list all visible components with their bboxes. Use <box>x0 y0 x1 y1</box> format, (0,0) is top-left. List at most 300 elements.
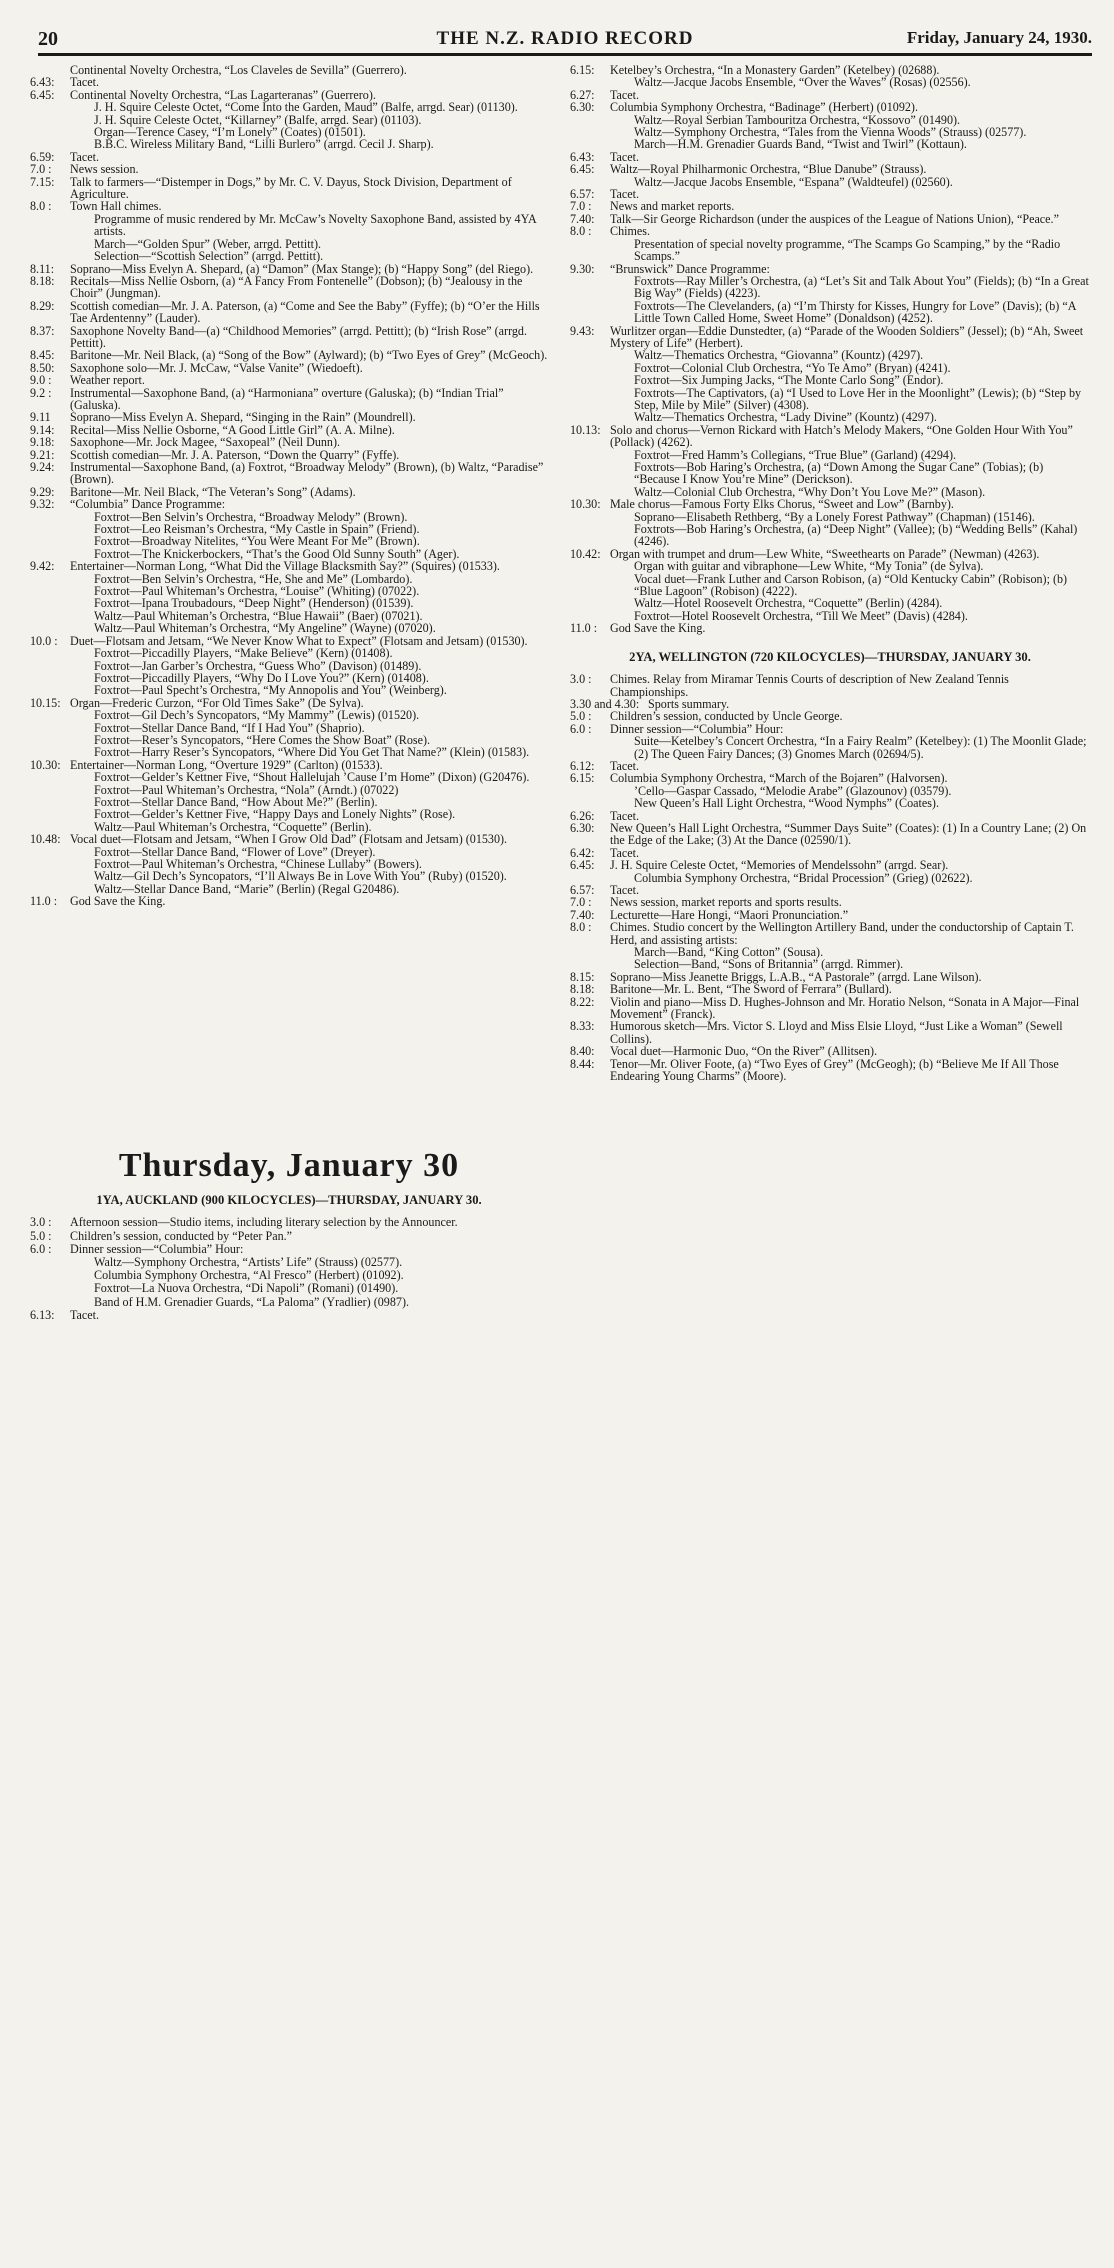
programme-line: Waltz—Jacque Jacobs Ensemble, “Espana” (Waldteufel) (02560). <box>634 174 953 189</box>
programme-entry <box>30 349 548 361</box>
programme-line: Duet—Flotsam and Jetsam, “We Never Know What to Expect” (Flotsam and Jetsam) (01530). <box>70 633 528 648</box>
programme-text <box>610 673 1090 698</box>
programme-text <box>610 622 1090 634</box>
programme-entry <box>570 163 1090 188</box>
programme-list-4ya <box>30 64 548 1116</box>
programme-text <box>610 325 1090 424</box>
programme-text <box>70 759 548 833</box>
programme-line: Foxtrot—Gil Dech’s Syncopators, “My Mammy” (Lewis) (01520). <box>94 708 420 723</box>
programme-entry <box>570 548 1090 622</box>
programme-line: Foxtrots—The Captivators, (a) “I Used to Love Her in the Moonlight” (Lewis); (b) “Step by Step, Mile by Mile” (Silver) (4308). <box>634 385 1082 412</box>
programme-time: 6.43: <box>30 75 55 90</box>
programme-time: 8.22: <box>570 994 595 1009</box>
programme-time: 6.30: <box>570 100 595 115</box>
programme-line: Tacet. <box>70 75 100 90</box>
programme-line: Foxtrot—Hotel Roosevelt Orchestra, “Till We Meet” (Davis) (4284). <box>634 608 968 623</box>
programme-entry <box>30 560 548 634</box>
programme-text <box>610 101 1090 151</box>
programme-time: 9.32: <box>30 497 55 512</box>
programme-line: Children’s session, conducted by “Peter Pan.” <box>70 1228 293 1243</box>
programme-text <box>610 1045 1090 1057</box>
programme-time: 8.0 : <box>30 199 52 214</box>
programme-time: 9.43: <box>570 323 595 338</box>
programme-entry <box>30 64 548 76</box>
programme-entry <box>570 673 1090 698</box>
programme-time: 3.0 : <box>30 1215 52 1230</box>
programme-line: Humorous sketch—Mrs. Victor S. Lloyd and Miss Elsie Lloyd, “Just Like a Woman” (Sewell Collins). <box>610 1019 1063 1046</box>
programme-line: Foxtrot—Colonial Club Orchestra, “Yo Te Amo” (Bryan) (4241). <box>634 360 951 375</box>
programme-text <box>70 325 548 350</box>
programme-text <box>70 387 548 412</box>
programme-entry <box>30 411 548 423</box>
programme-time: 8.18: <box>570 982 595 997</box>
programme-line: Columbia Symphony Orchestra, “Al Fresco” (Herbert) (01092). <box>94 1268 404 1283</box>
programme-text <box>70 498 548 560</box>
programme-line: Foxtrot—Fred Hamm’s Collegians, “True Blue” (Garland) (4294). <box>634 447 957 462</box>
programme-text <box>610 225 1090 262</box>
programme-entry <box>30 833 548 895</box>
programme-entry <box>30 635 548 697</box>
programme-line: Ketelbey’s Orchestra, “In a Monastery Garden” (Ketelbey) (02688). <box>610 63 940 77</box>
programme-time: 11.0 : <box>570 621 598 636</box>
page-number: 20 <box>38 28 58 50</box>
programme-text <box>610 772 1090 809</box>
programme-line: Foxtrot—Jan Garber’s Orchestra, “Guess Who” (Davison) (01489). <box>94 658 422 673</box>
programme-line: Waltz—Paul Whiteman’s Orchestra, “Blue Hawaii” (Baer) (07021). <box>94 608 423 623</box>
programme-time: 6.27: <box>570 87 595 102</box>
programme-time: 9.21: <box>30 447 55 462</box>
programme-time: 8.44: <box>570 1056 595 1071</box>
programme-line: Foxtrots—Bob Haring’s Orchestra, (a) “Deep Night” (Vallee); (b) “Wedding Bells” (Kahal) (4246). <box>634 522 1078 549</box>
programme-line: Talk—Sir George Richardson (under the auspices of the League of Nations Union), “Peace.” <box>610 211 1059 226</box>
programme-time: 9.42: <box>30 559 55 574</box>
programme-entry <box>30 89 548 151</box>
programme-text <box>70 374 548 386</box>
programme-text <box>610 896 1090 908</box>
programme-line: Foxtrot—Paul Whiteman’s Orchestra, “Chinese Lullaby” (Bowers). <box>94 857 422 871</box>
programme-line: New Queen’s Hall Light Orchestra, “Wood Nymphs” (Coates). <box>634 796 939 811</box>
programme-time: 9.11 <box>30 410 51 425</box>
page-header <box>38 28 1092 54</box>
programme-entry <box>570 1045 1090 1057</box>
left-column <box>30 64 548 2268</box>
programme-line: Foxtrot—Harry Reser’s Syncopators, “Where Did You Get That Name?” (Klein) (01583). <box>94 745 530 760</box>
programme-line: Foxtrot—Gelder’s Kettner Five, “Shout Hallelujah ’Cause I’m Home” (Dixon) (G20476). <box>94 770 530 785</box>
programme-entry <box>570 200 1090 212</box>
programme-time: 6.26: <box>570 808 595 823</box>
programme-line: Recital—Miss Nellie Osborne, “A Good Little Girl” (A. A. Milne). <box>70 422 395 437</box>
programme-time: 10.48: <box>30 832 61 847</box>
programme-line: Saxophone—Mr. Jock Magee, “Saxopeal” (Neil Dunn). <box>70 435 341 450</box>
section-heading-1ya: 1YA, AUCKLAND (900 KILOCYCLES)—THURSDAY, JANUARY 30. <box>96 1193 482 1207</box>
day-heading: Thursday, January 30 <box>118 1147 460 1184</box>
programme-text <box>70 635 548 697</box>
programme-time: 9.30: <box>570 261 595 276</box>
programme-line: Scottish comedian—Mr. J. A. Paterson, (a) “Come and See the Baby” (Fyffe); (b) “O’er the Hills Tae Ardentenny” (Lauder). <box>70 298 540 326</box>
programme-line: Dinner session—“Columbia” Hour: <box>610 721 784 736</box>
programme-line: Talk to farmers—“Distemper in Dogs,” by Mr. C. V. Dayus, Stock Division, Department of Agriculture. <box>70 174 512 202</box>
programme-text <box>70 697 548 759</box>
programme-entry <box>570 859 1090 884</box>
programme-text <box>70 1230 548 1243</box>
programme-line: Continental Novelty Orchestra, “Las Lagarteranas” (Guerrero). <box>70 87 376 102</box>
programme-line: News session, market reports and sports results. <box>610 895 842 910</box>
programme-time: 5.0 : <box>30 1228 52 1243</box>
programme-line: J. H. Squire Celeste Octet, “Killarney” (Balfe, arrgd. Sear) (01103). <box>94 112 422 127</box>
programme-line: Soprano—Miss Jeanette Briggs, L.A.B., “A Pastorale” (arrgd. Lane Wilson). <box>610 969 982 984</box>
programme-line: Presentation of special novelty programme, “The Scamps Go Scamping,” by the “Radio Scamps.” <box>634 236 1061 264</box>
programme-line: Foxtrot—Broadway Nitelites, “You Were Meant For Me” (Brown). <box>94 534 420 549</box>
programme-line: Baritone—Mr. Neil Black, “The Veteran’s Song” (Adams). <box>70 484 356 499</box>
programme-line: Foxtrot—Stellar Dance Band, “Flower of Love” (Dreyer). <box>94 844 376 859</box>
programme-line: Chimes. Relay from Miramar Tennis Courts of description of New Zealand Tennis Championships. <box>610 672 1009 699</box>
programme-text <box>610 983 1090 995</box>
programme-line: Foxtrot—The Knickerbockers, “That’s the Good Old Sunny South” (Ager). <box>94 546 460 561</box>
programme-entry <box>30 275 548 300</box>
programme-time: 6.59: <box>30 149 55 164</box>
programme-entry <box>30 498 548 560</box>
programme-line: Lecturette—Hare Hongi, “Maori Pronunciation.” <box>610 907 849 922</box>
programme-time: 8.11: <box>30 261 55 276</box>
programme-entry <box>30 1230 548 1243</box>
programme-entry <box>570 498 1090 548</box>
programme-entry <box>570 64 1090 89</box>
programme-line: Foxtrot—Ipana Troubadours, “Deep Night” (Henderson) (01539). <box>94 596 414 611</box>
programme-line: Foxtrots—Ray Miller’s Orchestra, (a) “Let’s Sit and Talk About You” (Fields); (b) “In a Great Big Way” (Fields) (4223). <box>634 273 1089 301</box>
programme-line: Male chorus—Famous Forty Elks Chorus, “Sweet and Low” (Barnby). <box>610 497 954 512</box>
programme-line: Organ with guitar and vibraphone—Lew White, “My Tonia” (de Sylva). <box>634 559 984 574</box>
programme-line: Soprano—Miss Evelyn A. Shepard, “Singing in the Rain” (Moundrell). <box>70 410 416 425</box>
programme-time: 8.45: <box>30 348 55 363</box>
programme-text <box>610 548 1090 622</box>
programme-line: Foxtrot—Stellar Dance Band, “If I Had You” (Shaprio). <box>94 720 365 735</box>
programme-text <box>70 76 548 88</box>
programme-time: 6.42: <box>570 845 595 860</box>
programme-text <box>70 151 548 163</box>
programme-text <box>610 921 1090 971</box>
programme-line: Foxtrot—La Nuova Orchestra, “Di Napoli” (Romani) (01490). <box>94 1281 399 1296</box>
programme-entry <box>30 1243 548 1309</box>
programme-line: Tacet. <box>610 808 640 823</box>
programme-entry <box>30 461 548 486</box>
programme-line: Town Hall chimes. <box>70 199 162 214</box>
programme-text <box>610 723 1090 760</box>
programme-text <box>70 163 548 175</box>
programme-time: 8.37: <box>30 323 55 338</box>
programme-line: Foxtrot—Gelder’s Kettner Five, “Happy Days and Lonely Nights” (Rose). <box>94 807 456 822</box>
programme-entry <box>570 983 1090 995</box>
programme-text <box>610 996 1090 1021</box>
programme-line: Waltz—Thematics Orchestra, “Giovanna” (Kountz) (4297). <box>634 348 924 363</box>
programme-text <box>610 424 1090 498</box>
programme-line: March—Band, “King Cotton” (Sousa). <box>634 945 824 960</box>
programme-text <box>70 89 548 151</box>
programme-time: 8.40: <box>570 1044 595 1059</box>
programme-time: 3.30 and 4.30: <box>570 696 640 711</box>
programme-line: “Brunswick” Dance Programme: <box>610 261 770 276</box>
programme-text <box>70 461 548 486</box>
programme-entry <box>570 996 1090 1021</box>
programme-entry <box>30 387 548 412</box>
programme-text <box>70 1309 548 1322</box>
programme-entry <box>570 723 1090 760</box>
programme-line: Scottish comedian—Mr. J. A. Paterson, “Down the Quarry” (Fyffe). <box>70 447 400 462</box>
programme-line: Instrumental—Saxophone Band, (a) Foxtrot, “Broadway Melody” (Brown), (b) Waltz, “Paradise” (Brown). <box>70 460 544 487</box>
programme-line: Organ—Frederic Curzon, “For Old Times Sake” (De Sylva). <box>70 695 364 710</box>
programme-line: Selection—“Scottish Selection” (arrgd. Pettitt). <box>94 249 324 264</box>
programme-line: Children’s session, conducted by Uncle George. <box>610 709 843 724</box>
programme-line: Waltz—Symphony Orchestra, “Tales from the Vienna Woods” (Strauss) (02577). <box>634 125 1027 140</box>
programme-entry <box>30 176 548 201</box>
programme-line: Soprano—Miss Evelyn A. Shepard, (a) “Damon” (Max Stange); (b) “Happy Song” (del Riego). <box>70 261 534 276</box>
programme-entry <box>570 772 1090 809</box>
programme-text <box>70 895 548 907</box>
programme-line: Entertainer—Norman Long, “Overture 1929” (Carlton) (01533). <box>70 757 383 772</box>
programme-text <box>610 213 1090 225</box>
programme-line: Programme of music rendered by Mr. McCaw’s Novelty Saxophone Band, assisted by 4YA artists. <box>94 211 537 239</box>
programme-line: Recitals—Miss Nellie Osborn, (a) “A Fancy From Fontenelle” (Dobson); (b) “Jealousy in the Choir” (Jungman). <box>70 273 523 301</box>
programme-line: Columbia Symphony Orchestra, “March of the Bojaren” (Halvorsen). <box>610 771 948 786</box>
programme-text <box>70 436 548 448</box>
programme-text <box>610 1020 1090 1045</box>
programme-text <box>610 1058 1090 1083</box>
programme-entry <box>570 921 1090 971</box>
programme-entry <box>30 200 548 262</box>
header-rule <box>38 53 1092 56</box>
programme-line: Foxtrots—The Clevelanders, (a) “I’m Thirsty for Kisses, Hungry for Love” (Davis); (b) “A Little Town Called Home, Sweet Home” (Donaldson) (4252). <box>634 298 1076 326</box>
programme-time: 8.50: <box>30 360 55 375</box>
programme-line: ’Cello—Gaspar Cassado, “Melodie Arabe” (Glazounov) (03579). <box>634 783 952 798</box>
programme-time: 6.45: <box>570 858 595 873</box>
programme-line: Foxtrot—Paul Specht’s Orchestra, “My Annopolis and You” (Weinberg). <box>94 683 447 698</box>
programme-line: Baritone—Mr. Neil Black, (a) “Song of the Bow” (Aylward); (b) “Two Eyes of Grey” (McGeoch). <box>70 348 548 363</box>
programme-time: 6.0 : <box>570 721 592 736</box>
programme-time: 9.14: <box>30 422 55 437</box>
programme-time: 9.2 : <box>30 385 52 400</box>
programme-line: Tenor—Mr. Oliver Foote, (a) “Two Eyes of Grey” (McGeogh); (b) “Believe Me If All Those Endearing Young Charms” (Moore). <box>610 1056 1059 1084</box>
programme-line: Waltz—Paul Whiteman’s Orchestra, “Coquette” (Berlin). <box>94 819 372 834</box>
programme-entry <box>30 1216 548 1229</box>
programme-line: Organ—Terence Casey, “I’m Lonely” (Coates) (01501). <box>94 125 366 140</box>
publication-title: THE N.Z. RADIO RECORD <box>436 28 694 49</box>
programme-line: Foxtrot—Stellar Dance Band, “How About Me?” (Berlin). <box>94 794 378 809</box>
programme-time: 6.30: <box>570 820 595 835</box>
programme-entry <box>570 896 1090 908</box>
programme-time: 10.13: <box>570 422 601 437</box>
programme-line: News and market reports. <box>610 199 735 214</box>
programme-time: 8.15: <box>570 969 595 984</box>
programme-time: 6.45: <box>570 162 595 177</box>
programme-text <box>70 833 548 895</box>
programme-line: Tacet. <box>610 845 640 860</box>
programme-text <box>610 710 1090 722</box>
programme-text <box>610 498 1090 548</box>
programme-entry <box>570 1058 1090 1083</box>
programme-text <box>70 1216 548 1229</box>
programme-text <box>70 176 548 201</box>
programme-line: Waltz—Hotel Roosevelt Orchestra, “Coquette” (Berlin) (4284). <box>634 596 943 611</box>
programme-line: J. H. Squire Celeste Octet, “Come Into the Garden, Maud” (Balfe, arrgd. Sear) (01130). <box>94 100 518 115</box>
programme-time: 9.18: <box>30 435 55 450</box>
programme-time: 8.0 : <box>570 224 592 239</box>
programme-line: Vocal duet—Harmonic Duo, “On the River” (Allitsen). <box>610 1044 878 1059</box>
programme-entry <box>570 424 1090 498</box>
programme-time: 8.0 : <box>570 920 592 935</box>
programme-line: News session. <box>70 162 139 177</box>
programme-time: 9.24: <box>30 460 55 474</box>
programme-line: Tacet. <box>610 187 640 202</box>
programme-entry <box>570 1020 1090 1045</box>
programme-line: Waltz—Gil Dech’s Syncopators, “I’ll Always Be in Love With You” (Ruby) (01520). <box>94 869 507 884</box>
programme-text <box>610 822 1090 847</box>
programme-text <box>70 560 548 634</box>
programme-entry <box>30 76 548 88</box>
programme-time: 7.0 : <box>570 199 592 214</box>
programme-line: Tacet. <box>70 1307 100 1322</box>
programme-entry <box>30 300 548 325</box>
programme-time: 11.0 : <box>30 894 58 909</box>
programme-line: Foxtrot—Ben Selvin’s Orchestra, “He, She and Me” (Lombardo). <box>94 571 413 586</box>
programme-time: 10.30: <box>570 497 601 512</box>
programme-line: Waltz—Jacque Jacobs Ensemble, “Over the Waves” (Rosas) (02556). <box>634 75 971 90</box>
programme-line: Sports summary. <box>648 696 730 711</box>
programme-time: 6.43: <box>570 149 595 164</box>
programme-line: Tacet. <box>610 87 640 102</box>
programme-line: Foxtrot—Piccadilly Players, “Why Do I Love You?” (Kern) (01408). <box>94 670 429 685</box>
programme-line: Continental Novelty Orchestra, “Los Claveles de Sevilla” (Guerrero). <box>70 63 407 77</box>
programme-time: 3.0 : <box>570 672 592 687</box>
programme-line: Wurlitzer organ—Eddie Dunstedter, (a) “Parade of the Wooden Soldiers” (Jessel); (b) “Ah, Sweet Mystery of Life” (Herbert). <box>610 323 1084 350</box>
programme-line: God Save the King. <box>610 621 706 636</box>
programme-text <box>70 275 548 300</box>
programme-time: 6.57: <box>570 187 595 202</box>
programme-line: Foxtrot—Reser’s Syncopators, “Here Comes the Show Boat” (Rose). <box>94 732 430 747</box>
programme-entry <box>30 895 548 907</box>
programme-line: God Save the King. <box>70 894 166 909</box>
programme-line: Selection—Band, “Sons of Britannia” (arrgd. Rimmer). <box>634 957 904 972</box>
programme-line: Columbia Symphony Orchestra, “Bridal Procession” (Grieg) (02622). <box>634 870 973 885</box>
programme-entry <box>570 225 1090 262</box>
programme-line: Waltz—Royal Serbian Tambouritza Orchestra, “Kossovo” (01490). <box>634 112 961 127</box>
programme-entry <box>30 325 548 350</box>
programme-line: B.B.C. Wireless Military Band, “Lilli Burlero” (arrgd. Cecil J. Sharp). <box>94 137 434 152</box>
programme-line: Foxtrot—Piccadilly Players, “Make Believe” (Kern) (01408). <box>94 646 393 661</box>
programme-time: 7.0 : <box>570 895 592 910</box>
programme-line: Suite—Ketelbey’s Concert Orchestra, “In a Fairy Realm” (Ketelbey): (1) The Moonlit Glade; (2) The Queen Fairy Dances; (3) Gnomes March (02694/5). <box>634 734 1087 761</box>
programme-entry <box>570 710 1090 722</box>
programme-entry <box>570 822 1090 847</box>
programme-time: 8.33: <box>570 1019 595 1034</box>
programme-time: 5.0 : <box>570 709 592 724</box>
programme-line: Violin and piano—Miss D. Hughes-Johnson and Mr. Horatio Nelson, “Sonata in A Major—Final Movement” (Franck). <box>610 994 1080 1022</box>
programme-text <box>70 200 548 262</box>
programme-line: March—H.M. Grenadier Guards Band, “Twist and Twirl” (Kottaun). <box>634 137 967 152</box>
programme-entry <box>30 1309 548 1322</box>
programme-text <box>70 411 548 423</box>
programme-line: Dinner session—“Columbia” Hour: <box>70 1241 244 1256</box>
programme-line: New Queen’s Hall Light Orchestra, “Summer Days Suite” (Coates): (1) In a Country Lane; (2) On the Edge of the Lake; (3) At the Dance (02590/1). <box>610 820 1087 848</box>
programme-time: 6.15: <box>570 771 595 786</box>
programme-line: Afternoon session—Studio items, including literary selection by the Announcer. <box>70 1215 458 1230</box>
programme-line: Foxtrot—Leo Reisman’s Orchestra, “My Castle in Spain” (Friend). <box>94 522 420 537</box>
programme-line: Waltz—Colonial Club Orchestra, “Why Don’t You Love Me?” (Mason). <box>634 484 986 499</box>
programme-entry <box>30 163 548 175</box>
programme-line: Vocal duet—Flotsam and Jetsam, “When I Grow Old Dad” (Flotsam and Jetsam) (01530). <box>70 832 508 847</box>
programme-line: Soprano—Elisabeth Rethberg, “By a Lonely Forest Pathway” (Chapman) (15146). <box>634 509 1035 524</box>
programme-line: Saxophone Novelty Band—(a) “Childhood Memories” (arrgd. Pettitt); (b) “Irish Rose” (arrgd. Pettitt). <box>70 323 527 350</box>
programme-line: “Columbia” Dance Programme: <box>70 497 226 512</box>
programme-line: Foxtrot—Paul Whiteman’s Orchestra, “Nola” (Arndt.) (07022) <box>94 782 399 797</box>
issue-date: Friday, January 24, 1930. <box>906 28 1092 47</box>
programme-line: Instrumental—Saxophone Band, (a) “Harmoniana” overture (Galuska); (b) “Indian Trial” (Galuska). <box>70 385 504 412</box>
programme-time: 7.40: <box>570 211 595 226</box>
programme-line: Organ with trumpet and drum—Lew White, “Sweethearts on Parade” (Newman) (4263). <box>610 546 1040 561</box>
programme-line: Tacet. <box>610 883 640 897</box>
programme-line: Baritone—Mr. L. Bent, “The Sword of Ferrara” (Bullard). <box>610 982 892 997</box>
programme-time: 7.15: <box>30 174 55 189</box>
programme-time: 9.29: <box>30 484 55 499</box>
programme-text <box>70 1243 548 1309</box>
programme-entry <box>570 622 1090 634</box>
section-heading-2ya: 2YA, WELLINGTON (720 KILOCYCLES)—THURSDAY, JANUARY 30. <box>629 649 1031 664</box>
programme-entry <box>30 697 548 759</box>
programme-time: 8.29: <box>30 298 55 313</box>
programme-line: J. H. Squire Celeste Octet, “Memories of Mendelssohn” (arrgd. Sear). <box>610 858 949 873</box>
programme-entry <box>570 263 1090 325</box>
programme-line: Saxophone solo—Mr. J. McCaw, “Valse Vanite” (Wiedoeft). <box>70 360 363 375</box>
programme-line: Tacet. <box>610 758 640 773</box>
programme-line: Waltz—Stellar Dance Band, “Marie” (Berlin) (Regal G20486). <box>94 881 400 896</box>
programme-entry <box>570 325 1090 424</box>
programme-text <box>610 859 1090 884</box>
programme-time: 10.15: <box>30 695 61 710</box>
programme-entry <box>570 101 1090 151</box>
programme-line: Foxtrots—Bob Haring’s Orchestra, (a) “Down Among the Sugar Cane” (Tobias); (b) “Because I Know You’re Mine” (Derickson). <box>634 460 1044 487</box>
programme-time: 6.13: <box>30 1307 55 1322</box>
programme-time: 9.0 : <box>30 373 52 388</box>
programme-time: 7.40: <box>570 907 595 922</box>
programme-line: Entertainer—Norman Long, “What Did the Village Blacksmith Say?” (Squires) (01533). <box>70 559 500 574</box>
programme-entry <box>30 374 548 386</box>
programme-text <box>610 200 1090 212</box>
programme-time: 10.30: <box>30 757 61 772</box>
programme-line: March—“Golden Spur” (Weber, arrgd. Pettitt). <box>94 236 322 251</box>
programme-time: 10.0 : <box>30 633 58 648</box>
programme-line: Foxtrot—Six Jumping Jacks, “The Monte Carlo Song” (Endor). <box>634 373 944 388</box>
programme-time: 6.45: <box>30 87 55 102</box>
programme-line: Tacet. <box>610 149 640 164</box>
right-column <box>570 64 1090 1083</box>
programme-time: 6.0 : <box>30 1241 52 1256</box>
programme-line: Waltz—Paul Whiteman’s Orchestra, “My Angeline” (Wayne) (07020). <box>94 621 436 636</box>
programme-line: Columbia Symphony Orchestra, “Badinage” (Herbert) (01092). <box>610 100 918 115</box>
programme-line: Foxtrot—Ben Selvin’s Orchestra, “Broadway Melody” (Brown). <box>94 509 408 524</box>
programme-line: Tacet. <box>70 149 100 164</box>
programme-line: Solo and chorus—Vernon Rickard with Hatch’s Melody Makers, “One Golden Hour With You” (Pollack) (4262). <box>610 422 1073 450</box>
programme-text <box>610 64 1090 89</box>
programme-text <box>70 300 548 325</box>
programme-time: 6.12: <box>570 758 595 773</box>
programme-time: 6.15: <box>570 63 595 77</box>
programme-time: 10.42: <box>570 546 601 561</box>
programme-text <box>610 163 1090 188</box>
programme-list-2ya <box>570 673 1090 1082</box>
programme-time: 7.0 : <box>30 162 52 177</box>
programme-time: 6.57: <box>570 883 595 897</box>
programme-line: Chimes. <box>610 224 650 239</box>
programme-line: Chimes. Studio concert by the Wellington Artillery Band, under the conductorship of Captain T. Herd, and assisting artists: <box>610 920 1074 947</box>
programme-line: Waltz—Symphony Orchestra, “Artists’ Life” (Strauss) (02577). <box>94 1255 403 1270</box>
